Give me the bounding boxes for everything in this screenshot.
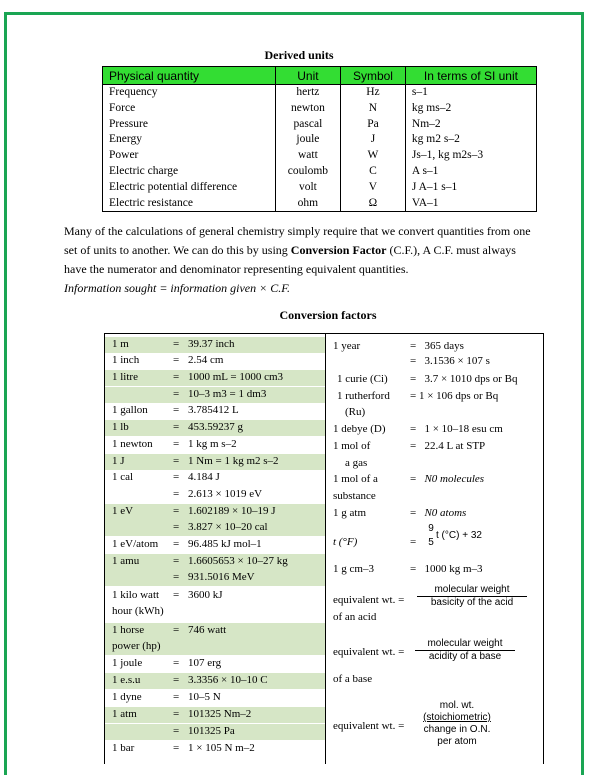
unit-cell: coulomb xyxy=(275,164,340,180)
unit-value: 101325 Pa xyxy=(188,725,235,737)
equals-sign: = xyxy=(173,674,180,686)
equals-sign: = xyxy=(173,555,180,567)
column-divider xyxy=(325,334,326,764)
equals-sign: = xyxy=(173,589,180,601)
conversion-row xyxy=(105,387,325,403)
equals-sign: = xyxy=(173,371,180,383)
row-of-base: of a base xyxy=(333,673,373,685)
unit-label: 1 litre xyxy=(112,371,138,383)
conversion-row xyxy=(105,487,325,503)
quantity-cell: Frequency xyxy=(103,85,276,101)
row-of-acid: of an acid xyxy=(333,611,377,623)
conversion-row xyxy=(105,741,325,757)
equals-sign: = xyxy=(173,708,180,720)
row-mol-gas: 1 mol of xyxy=(333,440,371,452)
si-unit-cell: A s–1 xyxy=(405,164,536,180)
si-unit-cell: kg ms–2 xyxy=(405,101,536,117)
equals-sign: = xyxy=(173,471,180,483)
derived-units-header-row xyxy=(103,67,537,85)
conversion-row xyxy=(105,403,325,419)
conversion-row xyxy=(105,570,325,586)
unit-cell: ohm xyxy=(275,196,340,212)
unit-label: 1 atm xyxy=(112,708,137,720)
conversion-row xyxy=(105,337,325,353)
equals-sign: = xyxy=(173,488,180,500)
conversion-row xyxy=(105,588,325,604)
row-mol-sub-value: = N0 molecules xyxy=(410,473,485,485)
row-year-seconds: = 3.1536 × 107 s xyxy=(410,355,490,367)
paragraph-bold-term: Conversion Factor xyxy=(290,243,387,257)
unit-label: 1 J xyxy=(112,455,125,467)
derived-unit-row xyxy=(103,148,537,164)
unit-label: 1 dyne xyxy=(112,691,142,703)
row-eq-base: equivalent wt. = xyxy=(333,646,405,658)
unit-cell: hertz xyxy=(275,85,340,101)
equals-sign: = xyxy=(173,505,180,517)
conversion-row xyxy=(105,454,325,470)
conversion-paragraph xyxy=(64,222,534,298)
symbol-cell: Ω xyxy=(341,196,406,212)
row-fahrenheit: t (°F) xyxy=(333,536,358,548)
equals-sign: = xyxy=(173,354,180,366)
unit-label: 1 m xyxy=(112,338,129,350)
symbol-cell: Pa xyxy=(341,117,406,133)
row-g-cm-value: = 1000 kg m–3 xyxy=(410,563,483,575)
derived-unit-row xyxy=(103,132,537,148)
col-symbol: Symbol xyxy=(341,67,406,85)
unit-cell: joule xyxy=(275,132,340,148)
unit-value: 101325 Nm–2 xyxy=(188,708,252,720)
unit-label: 1 gallon xyxy=(112,404,148,416)
row-debye-value: = 1 × 10–18 esu cm xyxy=(410,423,503,435)
equals-sign: = xyxy=(173,404,180,416)
unit-label: 1 newton xyxy=(112,438,153,450)
unit-value: 3.785412 L xyxy=(188,404,239,416)
row-eq-on: equivalent wt. = xyxy=(333,720,405,732)
col-unit: Unit xyxy=(275,67,340,85)
unit-label: power (hp) xyxy=(112,640,161,652)
conversion-row xyxy=(105,656,325,672)
quantity-cell: Electric charge xyxy=(103,164,276,180)
row-fahrenheit-eq: = xyxy=(410,536,417,548)
unit-value: 1 × 105 N m–2 xyxy=(188,742,255,754)
unit-value: 1.6605653 × 10–27 kg xyxy=(188,555,288,567)
unit-value: 2.54 cm xyxy=(188,354,224,366)
paragraph-text-1: Many of the calculations of general chemistry simply require that we convert quantities from one set of units to another. We can do this by using xyxy=(64,224,531,257)
conversion-row xyxy=(105,639,325,655)
unit-value: 1.602189 × 10–19 J xyxy=(188,505,276,517)
unit-label: 1 inch xyxy=(112,354,140,366)
si-unit-cell: J A–1 s–1 xyxy=(405,180,536,196)
fraction-eq-base: molecular weight acidity of a base xyxy=(415,638,515,663)
derived-unit-row xyxy=(103,180,537,196)
derived-unit-row xyxy=(103,85,537,101)
conversion-row xyxy=(105,420,325,436)
equals-sign: = xyxy=(173,657,180,669)
row-debye: 1 debye (D) xyxy=(333,423,386,435)
derived-unit-row xyxy=(103,196,537,212)
si-unit-cell: Nm–2 xyxy=(405,117,536,133)
quantity-cell: Pressure xyxy=(103,117,276,133)
unit-value: 1 Nm = 1 kg m2 s–2 xyxy=(188,455,279,467)
unit-label: 1 e.s.u xyxy=(112,674,141,686)
col-si-unit: In terms of SI unit xyxy=(405,67,536,85)
unit-label: 1 kilo watt xyxy=(112,589,160,601)
derived-units-body xyxy=(103,85,537,212)
conversion-row xyxy=(105,690,325,706)
quantity-cell: Electric resistance xyxy=(103,196,276,212)
conversion-row xyxy=(105,623,325,639)
conversion-row xyxy=(105,604,325,620)
fraction-eq-acid: molecular weight basicity of the acid xyxy=(417,584,527,609)
unit-label: 1 bar xyxy=(112,742,135,754)
equals-sign: = xyxy=(173,742,180,754)
symbol-cell: N xyxy=(341,101,406,117)
conversion-row xyxy=(105,724,325,740)
equals-sign: = xyxy=(173,421,180,433)
unit-label: 1 eV xyxy=(112,505,134,517)
si-unit-cell: s–1 xyxy=(405,85,536,101)
unit-label: 1 joule xyxy=(112,657,143,669)
quantity-cell: Energy xyxy=(103,132,276,148)
derived-units-table xyxy=(102,66,537,212)
unit-value: 453.59237 g xyxy=(188,421,243,433)
row-mol-gas-value: = 22.4 L at STP xyxy=(410,440,486,452)
conversion-row xyxy=(105,504,325,520)
row-substance: substance xyxy=(333,490,376,502)
symbol-cell: Hz xyxy=(341,85,406,101)
conversion-factors-table xyxy=(104,333,544,764)
conversion-formula: Information sought = information given × C.F. xyxy=(64,281,290,295)
unit-value: 746 watt xyxy=(188,624,227,636)
unit-label: 1 lb xyxy=(112,421,129,433)
row-year-eq: = 365 days xyxy=(410,340,464,352)
conversion-row xyxy=(105,437,325,453)
fraction-nine-fifths: 9 5 xyxy=(428,523,434,548)
equals-sign: = xyxy=(173,571,180,583)
equals-sign: = xyxy=(173,455,180,467)
unit-value: 39.37 inch xyxy=(188,338,235,350)
row-year: 1 year xyxy=(333,340,361,352)
derived-unit-row xyxy=(103,164,537,180)
row-eq-acid: equivalent wt. = xyxy=(333,594,405,606)
unit-value: 3.827 × 10–20 cal xyxy=(188,521,268,533)
row-g-atm: 1 g atm xyxy=(333,507,366,519)
symbol-cell: J xyxy=(341,132,406,148)
row-g-atm-value: = N0 atoms xyxy=(410,507,467,519)
row-curie: 1 curie (Ci) xyxy=(337,373,388,385)
conversion-row xyxy=(105,520,325,536)
si-unit-cell: kg m2 s–2 xyxy=(405,132,536,148)
symbol-cell: C xyxy=(341,164,406,180)
si-unit-cell: VA–1 xyxy=(405,196,536,212)
conversion-row xyxy=(105,353,325,369)
equals-sign: = xyxy=(173,438,180,450)
symbol-cell: W xyxy=(341,148,406,164)
conversion-row xyxy=(105,537,325,553)
unit-label: hour (kWh) xyxy=(112,605,164,617)
derived-unit-row xyxy=(103,117,537,133)
row-ru: (Ru) xyxy=(345,406,366,418)
si-unit-cell: Js–1, kg m2s–3 xyxy=(405,148,536,164)
row-curie-value: = 3.7 × 1010 dps or Bq xyxy=(410,373,518,385)
unit-cell: watt xyxy=(275,148,340,164)
equals-sign: = xyxy=(173,388,180,400)
quantity-cell: Electric potential difference xyxy=(103,180,276,196)
unit-cell: pascal xyxy=(275,117,340,133)
unit-value: 10–3 m3 = 1 dm3 xyxy=(188,388,267,400)
unit-value: 4.184 J xyxy=(188,471,220,483)
unit-value: 3.3356 × 10–10 C xyxy=(188,674,268,686)
row-fahrenheit-formula: t (°C) + 32 xyxy=(436,530,482,541)
conversion-row xyxy=(105,673,325,689)
equals-sign: = xyxy=(173,538,180,550)
conversion-row xyxy=(105,470,325,486)
conversion-row xyxy=(105,707,325,723)
unit-cell: volt xyxy=(275,180,340,196)
unit-label: 1 eV/atom xyxy=(112,538,159,550)
unit-cell: newton xyxy=(275,101,340,117)
unit-value: 96.485 kJ mol–1 xyxy=(188,538,262,550)
row-g-cm: 1 g cm–3 xyxy=(333,563,374,575)
unit-label: 1 amu xyxy=(112,555,140,567)
equals-sign: = xyxy=(173,521,180,533)
equals-sign: = xyxy=(173,691,180,703)
unit-value: 1 kg m s–2 xyxy=(188,438,237,450)
unit-value: 10–5 N xyxy=(188,691,221,703)
unit-value: 1000 mL = 1000 cm3 xyxy=(188,371,284,383)
unit-label: 1 horse xyxy=(112,624,145,636)
unit-value: 107 erg xyxy=(188,657,222,669)
quantity-cell: Power xyxy=(103,148,276,164)
unit-value: 2.613 × 1019 eV xyxy=(188,488,263,500)
quantity-cell: Force xyxy=(103,101,276,117)
unit-label: 1 cal xyxy=(112,471,134,483)
derived-unit-row xyxy=(103,101,537,117)
symbol-cell: V xyxy=(341,180,406,196)
equals-sign: = xyxy=(173,725,180,737)
conversion-row xyxy=(105,370,325,386)
unit-value: 3600 kJ xyxy=(188,589,223,601)
row-rutherford: 1 rutherford xyxy=(337,390,390,402)
row-rutherford-value: = 1 × 106 dps or Bq xyxy=(410,390,499,402)
unit-value: 931.5016 MeV xyxy=(188,571,255,583)
paragraph-text-2: (C.F.), A C.F. must always have the numerator and denominator representing equivalent quantities. xyxy=(64,243,516,276)
row-mol-sub: 1 mol of a xyxy=(333,473,378,485)
equals-sign: = xyxy=(173,338,180,350)
row-a-gas: a gas xyxy=(345,457,368,469)
fraction-eq-on: mol. wt. (stoichiometric) change in O.N. per atom xyxy=(423,700,491,747)
equals-sign: = xyxy=(173,624,180,636)
conversion-factors-title: Conversion factors xyxy=(279,308,377,322)
col-physical-quantity: Physical quantity xyxy=(103,67,276,85)
conversion-row xyxy=(105,554,325,570)
derived-units-title: Derived units xyxy=(264,48,334,62)
